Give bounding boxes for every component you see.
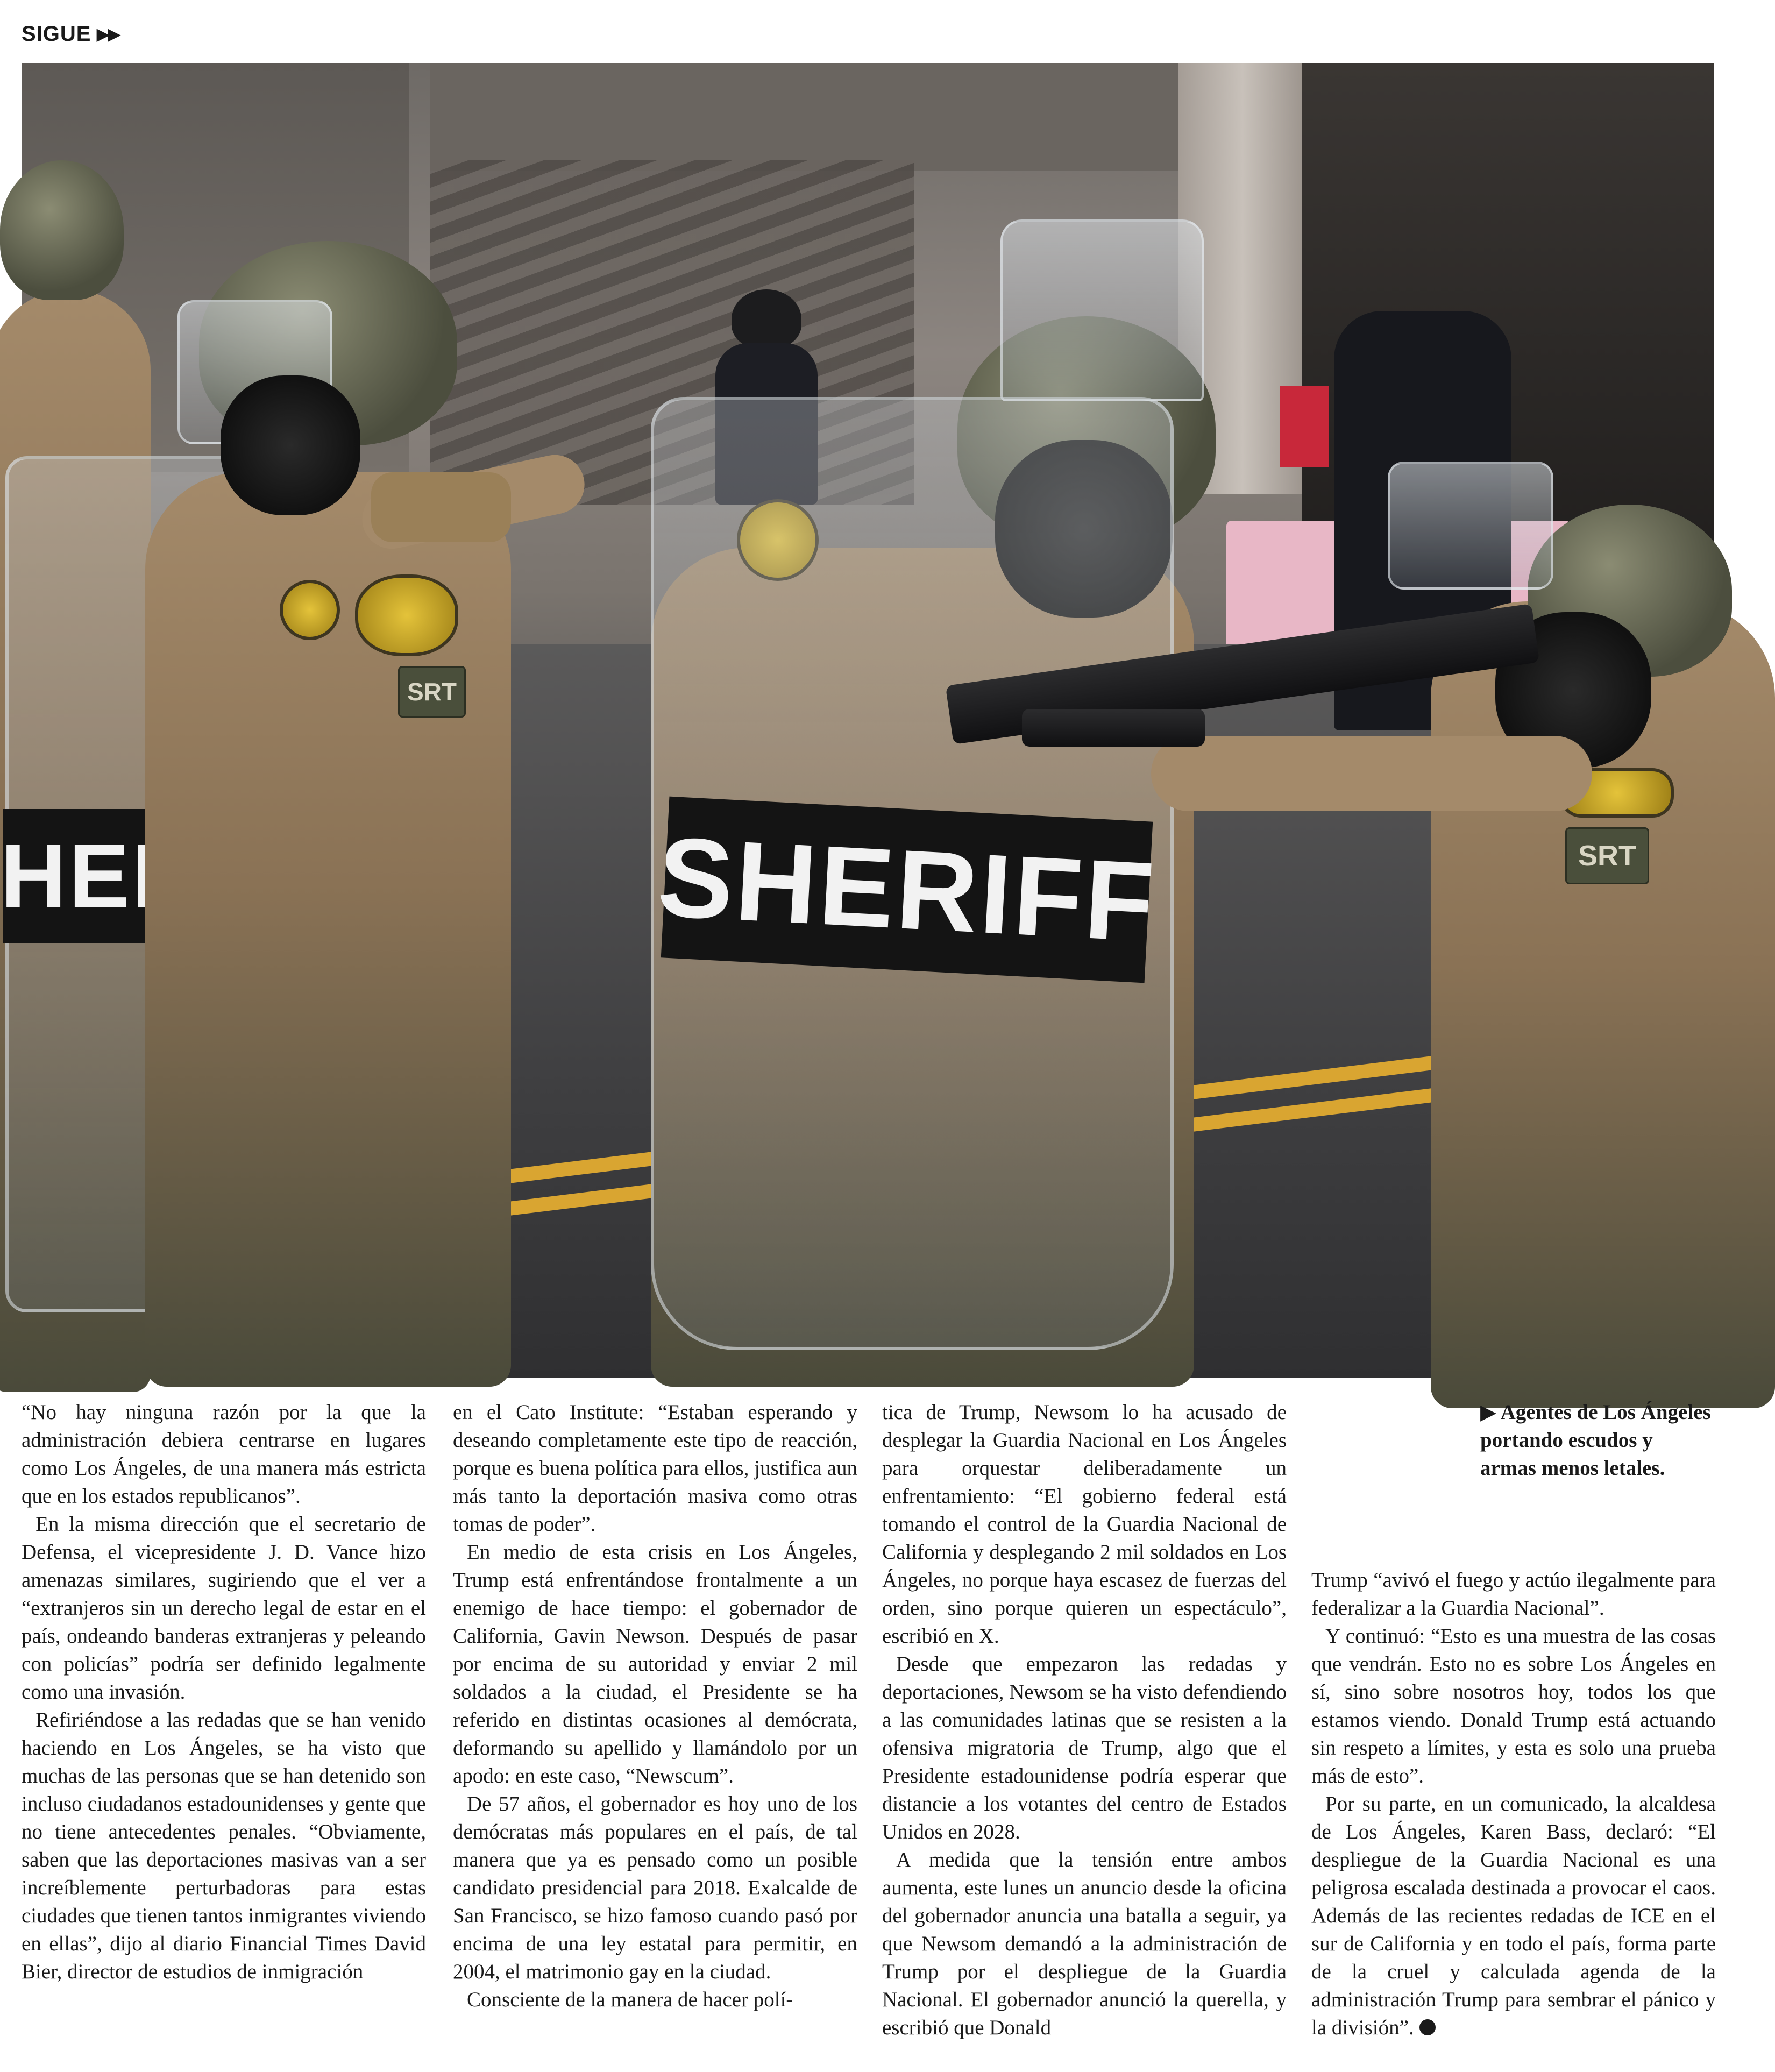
article-paragraph: tica de Trump, Newsom lo ha acusado de desplegar la Guardia Nacional en Los Ángeles para orquestar deliberadamente un enfrentamiento: “El gobierno federal está tomando el control de la Guardia Nacional de California y desplegando 2 mil soldados en Los Ángeles, no porque haya escasez de fuerzas del orden, sino porque quieren un espectáculo”, escribió en X. [882, 1401, 1287, 1648]
photo-gloved-hand [371, 472, 511, 542]
photo-srt-patch: SRT [398, 666, 466, 718]
article-paragraph: “No hay ninguna razón por la que la administración debiera centrarse en lugares como Los Ángeles, de una manera más estricta que en los estados republicanos”. [22, 1401, 426, 1508]
photo-officer-visor [1388, 462, 1553, 590]
article-paragraph: En medio de esta crisis en Los Ángeles, Trump está enfrentándose frontalmente a un enemigo de hace tiempo: el gobernador de California, Gavin Newson. Después de pasar por encima de su autoridad y enviar 2 mil soldados a la ciudad, el Presidente se ha referido en distintas ocasiones al demócrata, deformando su apellido y llamándolo por un apodo: en este caso, “Newscum”. [453, 1541, 857, 1787]
news-photo [22, 63, 1714, 1378]
article-paragraph: A medida que la tensión entre ambos aumenta, este lunes un anuncio desde la oficina del gobernador anuncia una batalla a seguir, ya que Newsom demandó a la administración de Trump por el despliegue de la Guardia Nacional. El gobernador anunció la querella, y escribió que Donald [882, 1848, 1287, 2039]
photo-sheriff-patch [355, 574, 458, 656]
end-of-article-icon [1419, 2019, 1436, 2035]
article-paragraph: Desde que empezaron las redadas y deportaciones, Newsom se ha visto defendiendo a las comunidades latinas que se resisten a la ofensiva migratoria de Trump, algo que el Presidente estadounidense podría esperar que distancie a los votantes del centro de Estados Unidos en 2028. [882, 1652, 1287, 1843]
photo-gas-mask [221, 375, 360, 515]
photo-red-sign [1280, 386, 1329, 467]
article-column-3 [882, 1399, 1287, 2042]
article-paragraph: Consciente de la manera de hacer polí- [467, 1988, 793, 2011]
article-paragraph-text: Por su parte, en un comunicado, la alcaldesa de Los Ángeles, Karen Bass, declaró: “El despliegue de la Guardia Nacional es una peligrosa escalada destinada a provocar el caos. Además de las recientes redadas de ICE en el sur de California y en todo el país, forma parte de la cruel y calculada agenda de la administración Trump para sembrar el pánico y la división”. [1311, 1792, 1716, 2039]
article-paragraph: Refiriéndose a las redadas que se han venido haciendo en Los Ángeles, se ha visto que muchas de las personas que se han detenido son incluso ciudadanos estadounidenses y gente que no tiene antecedentes penales. “Obviamente, saben que las deportaciones masivas van a ser increíblemente perturbadoras para estas ciudades que tienen tantos inmigrantes viviendo en ellas”, dijo al diario Financial Times David Bier, director de estudios de inmigración [22, 1708, 426, 1983]
article-column-4 [1311, 1566, 1716, 2042]
photo-background-officer [732, 289, 801, 349]
photo-building-mid [430, 63, 1291, 171]
photo-officer-visor [1000, 219, 1204, 401]
kicker-label: SIGUE [22, 22, 91, 46]
article-paragraph: En la misma dirección que el secretario de Defensa, el vicepresidente J. D. Vance hizo amenazas similares, sugiriendo que el ver a “extranjeros sin un derecho legal de estar en el país, ondeando banderas extranjeras y peleando con policías” podría ser definido legalmente como una invasión. [22, 1513, 426, 1704]
article-paragraph: De 57 años, el gobernador es hoy uno de los demócratas más populares en el país, de tal manera que ya es pensado como un posible candidato presidencial para 2018. Exalcalde de San Francisco, se hizo famoso cuando pasó por encima de una ley estatal para permitir, en 2004, el matrimonio gay en la ciudad. [453, 1792, 857, 1983]
photo-srt-patch: SRT [1565, 827, 1649, 884]
photo-star-badge [280, 580, 340, 640]
photo-caption [1480, 1399, 1714, 1482]
article-column-1 [22, 1399, 426, 1986]
arrow-right-icon: ▶▶ [96, 24, 119, 44]
photo-extended-arm [1151, 736, 1592, 811]
photo-launcher-grip [1022, 709, 1205, 747]
section-kicker [22, 20, 119, 47]
article-paragraph [1311, 1790, 1716, 2042]
shield-label: SHERIFF [661, 797, 1153, 983]
article-paragraph: en el Cato Institute: “Estaban esperando y deseando completamente este tipo de reacción, porque es buena política para ellos, justifica aun más tanto la deportación masiva como otras tomas de poder”. [453, 1401, 857, 1536]
photo-riot-shield [651, 397, 1174, 1350]
caption-text: Agentes de Los Ángeles portando escudos y armas menos letales. [1480, 1401, 1711, 1480]
article-paragraph: Y continuó: “Esto es una muestra de las cosas que vendrán. Esto no es sobre Los Ángeles en sí, sino sobre nosotros hoy, todos los que estamos viendo. Donald Trump está actuando sin respeto a límites, y esta es solo una prueba más de esto”. [1311, 1624, 1716, 1787]
caption-arrow-icon: ▶ [1480, 1401, 1496, 1424]
article-paragraph: Trump “avivó el fuego y actúo ilegalmente para federalizar a la Guardia Nacional”. [1311, 1569, 1716, 1620]
article-column-2 [453, 1399, 857, 2014]
photo-officer-helmet [0, 160, 124, 300]
